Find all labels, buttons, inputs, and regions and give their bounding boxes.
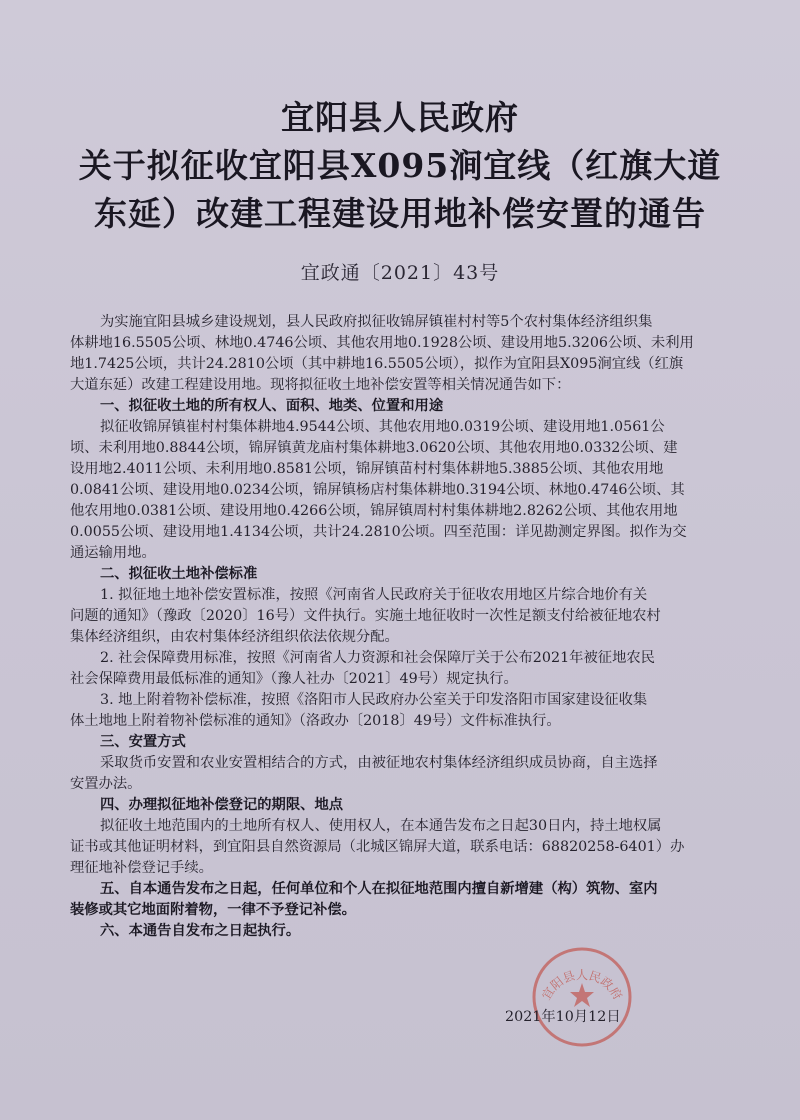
section-1-line: 拟征收锦屏镇崔村村集体耕地4.9544公顷、其他农用地0.0319公顷、建设用地1.0561公 (100, 419, 665, 435)
intro-line: 地1.7425公顷，共计24.2810公顷（其中耕地16.5505公顷），拟作为宜阳县X095涧宜线（红旗 (70, 356, 684, 372)
section-4-heading: 四、办理拟征地补偿登记的期限、地点 (100, 797, 344, 813)
intro-line: 为实施宜阳县城乡建设规划，县人民政府拟征收锦屏镇崔村村等5个农村集体经济组织集 (100, 314, 653, 330)
section-2-item-1-line: 集体经济组织，由农村集体经济组织依法依规分配。 (70, 629, 399, 645)
section-4-line: 拟征收土地范围内的土地所有权人、使用权人，在本通告发布之日起30日内，持土地权属 (100, 818, 662, 834)
title-line-2: 关于拟征收宜阳县X095涧宜线（红旗大道 (78, 146, 722, 185)
section-2-heading: 二、拟征收土地补偿标准 (100, 566, 258, 582)
section-2-item-2-line: 社会保障费用最低标准的通知》（豫人社办〔2021〕49号）规定执行。 (70, 671, 518, 687)
section-3-heading: 三、安置方式 (100, 734, 186, 750)
section-1-line: 通运输用地。 (70, 545, 156, 561)
section-1-line: 设用地2.4011公顷、未利用地0.8581公顷，锦屏镇苗村村集体耕地5.3885公顷、其他农用地 (70, 461, 664, 477)
section-1-line: 他农用地0.0381公顷、建设用地0.4266公顷，锦屏镇周村村集体耕地2.8262公顷、其他农用地 (70, 503, 678, 519)
section-5-line: 五、自本通告发布之日起，任何单位和个人在拟征地范围内擅自新增建（构）筑物、室内 (100, 881, 658, 897)
section-2-item-3-line: 3. 地上附着物补偿标准，按照《洛阳市人民政府办公室关于印发洛阳市国家建设征收集 (100, 692, 648, 708)
section-1-heading: 一、拟征收土地的所有权人、面积、地类、位置和用途 (100, 398, 444, 414)
section-2-item-1-line: 1. 拟征地土地补偿安置标准，按照《河南省人民政府关于征收农用地区片综合地价有关 (100, 587, 648, 603)
intro-line: 体耕地16.5505公顷、林地0.4746公顷、其他农用地0.1928公顷、建设用地5.3206公顷、未利用 (70, 335, 694, 351)
section-2-item-1-line: 问题的通知》（豫政〔2020〕16号）文件执行。实施土地征收时一次性足额支付给被征地农村 (70, 608, 661, 624)
section-1-line: 0.0055公顷、建设用地1.4134公顷，共计24.2810公顷。四至范围：详见勘测定界图。拟作为交 (70, 524, 687, 540)
seal-lettering: 宜阳县人民政府 (539, 967, 625, 1003)
title-line-3: 东延）改建工程建设用地补偿安置的通告 (94, 194, 706, 233)
seal-star-icon (570, 983, 594, 1007)
section-4-line: 证书或其他证明材料，到宜阳县自然资源局（北城区锦屏大道，联系电话：68820258-6401）办 (70, 839, 685, 855)
document-number: 宜政通〔2021〕43号 (300, 262, 500, 284)
section-4-line: 理征地补偿登记手续。 (70, 860, 213, 876)
section-1-line: 0.0841公顷、建设用地0.0234公顷，锦屏镇杨店村集体耕地0.3194公顷、林地0.4746公顷、其 (70, 482, 685, 498)
section-5-line: 装修或其它地面附着物，一律不予登记补偿。 (70, 902, 356, 918)
notice-body (70, 312, 730, 942)
section-3-line: 安置办法。 (70, 776, 142, 792)
title-line-1: 宜阳县人民政府 (281, 98, 519, 137)
section-2-item-3-line: 体土地地上附着物补偿标准的通知》（洛政办〔2018〕49号）文件标准执行。 (70, 713, 561, 729)
section-2-item-2-line: 2. 社会保障费用标准，按照《河南省人力资源和社会保障厅关于公布2021年被征地农民 (100, 650, 655, 666)
intro-line: 大道东延）改建工程建设用地。现将拟征收土地补偿安置等相关情况通告如下： (70, 377, 571, 393)
official-seal-stamp (530, 945, 634, 1049)
section-3-line: 采取货币安置和农业安置相结合的方式，由被征地农村集体经济组织成员协商，自主选择 (100, 755, 658, 771)
section-6-line: 六、本通告自发布之日起执行。 (100, 923, 301, 939)
issue-date: 2021年10月12日 (505, 1009, 621, 1025)
section-1-line: 顷、未利用地0.8844公顷，锦屏镇黄龙庙村集体耕地3.0620公顷、其他农用地0.0332公顷、建 (70, 440, 678, 456)
